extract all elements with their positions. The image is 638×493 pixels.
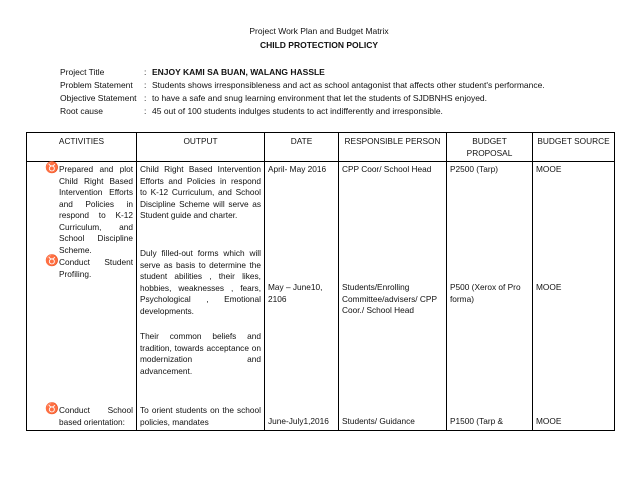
source-text: MOOE <box>536 164 562 174</box>
activity-text: Conduct Student Profiling. <box>59 257 133 279</box>
activity-item <box>45 255 133 280</box>
check-bullet-icon: ♉ <box>45 403 59 415</box>
problem-statement-row: Problem Statement : Students shows irresponsibleness and act as school antagonist that affects other student's performance. <box>60 80 545 90</box>
header-date: DATE <box>265 133 339 162</box>
date-cell <box>265 162 339 431</box>
output-text: Child Right Based Intervention Efforts and Policies in respond to K-12 Curriculum, and School Discipline Scheme will serve as Student guide and charter. <box>140 164 261 220</box>
root-cause-value: 45 out of 100 students indulges students to act indifferently and irresponsible. <box>152 106 443 116</box>
objective-statement-row: Objective Statement : to have a safe and snug learning environment that let the students of SJDBNHS enjoyed. <box>60 93 488 103</box>
output-text: To orient students on the school policies, mandates <box>140 405 261 427</box>
header-output: OUTPUT <box>137 133 265 162</box>
work-plan-table <box>26 132 615 431</box>
check-bullet-icon: ♉ <box>45 162 59 174</box>
problem-statement-label: Problem Statement <box>60 80 133 90</box>
objective-statement-label: Objective Statement <box>60 93 137 103</box>
objective-statement-value: to have a safe and snug learning environment that let the students of SJDBNHS enjoyed. <box>152 93 488 103</box>
output-text: Their common beliefs and tradition, towards acceptance on modernization and advancement. <box>140 331 261 376</box>
activity-item <box>45 403 133 428</box>
document-subtitle: CHILD PROTECTION POLICY <box>259 40 379 50</box>
source-text: MOOE <box>536 416 562 426</box>
budget-source-cell <box>533 162 615 431</box>
project-title-label: Project Title <box>60 67 105 77</box>
document-title: Project Work Plan and Budget Matrix <box>249 26 389 36</box>
activities-cell <box>27 162 137 431</box>
table-header-row <box>27 133 615 162</box>
table-row <box>27 162 615 431</box>
header-budget-proposal: BUDGET PROPOSAL <box>447 133 533 162</box>
proposal-text: P2500 (Tarp) <box>450 164 498 174</box>
header-responsible-person: RESPONSIBLE PERSON <box>339 133 447 162</box>
root-cause-label: Root cause <box>60 106 103 116</box>
source-text: MOOE <box>536 282 562 292</box>
responsible-person-cell <box>339 162 447 431</box>
activity-text: Prepared and plot Child Right Based Intervention Efforts and Policies in respond to K-12 Curriculum, and School Discipline Scheme. <box>59 164 133 255</box>
header-budget-source: BUDGET SOURCE <box>533 133 615 162</box>
project-title-row: Project Title : ENJOY KAMI SA BUAN, WALANG HASSLE <box>60 67 325 77</box>
output-cell <box>137 162 265 431</box>
date-text: April- May 2016 <box>268 164 327 174</box>
check-bullet-icon: ♉ <box>45 255 59 267</box>
person-text: Students/Enrolling Committee/advisers/ CPP Coor./ School Head <box>342 282 437 315</box>
root-cause-row: Root cause : 45 out of 100 students indulges students to act indifferently and irresponsible. <box>60 106 443 116</box>
problem-statement-value: Students shows irresponsibleness and act as school antagonist that affects other student's performance. <box>152 80 545 90</box>
proposal-text: P1500 (Tarp & <box>450 416 504 426</box>
activity-text: Conduct School based orientation: <box>59 405 133 427</box>
proposal-text: P500 (Xerox of Pro forma) <box>450 282 521 304</box>
person-text: CPP Coor/ School Head <box>342 164 432 174</box>
header-activities: ACTIVITIES <box>27 133 137 162</box>
output-text: Duly filled-out forms which will serve as basis to determine the student abilities , their likes, hobbies, weaknesses , fears, Psychological , Emotional developments. <box>140 248 261 316</box>
date-text: May – June10, 2106 <box>268 282 323 304</box>
date-text: June-July1,2016 <box>268 416 329 426</box>
budget-proposal-cell <box>447 162 533 431</box>
project-title-value: ENJOY KAMI SA BUAN, WALANG HASSLE <box>152 67 325 77</box>
person-text: Students/ Guidance <box>342 416 415 426</box>
activity-item <box>45 162 133 256</box>
